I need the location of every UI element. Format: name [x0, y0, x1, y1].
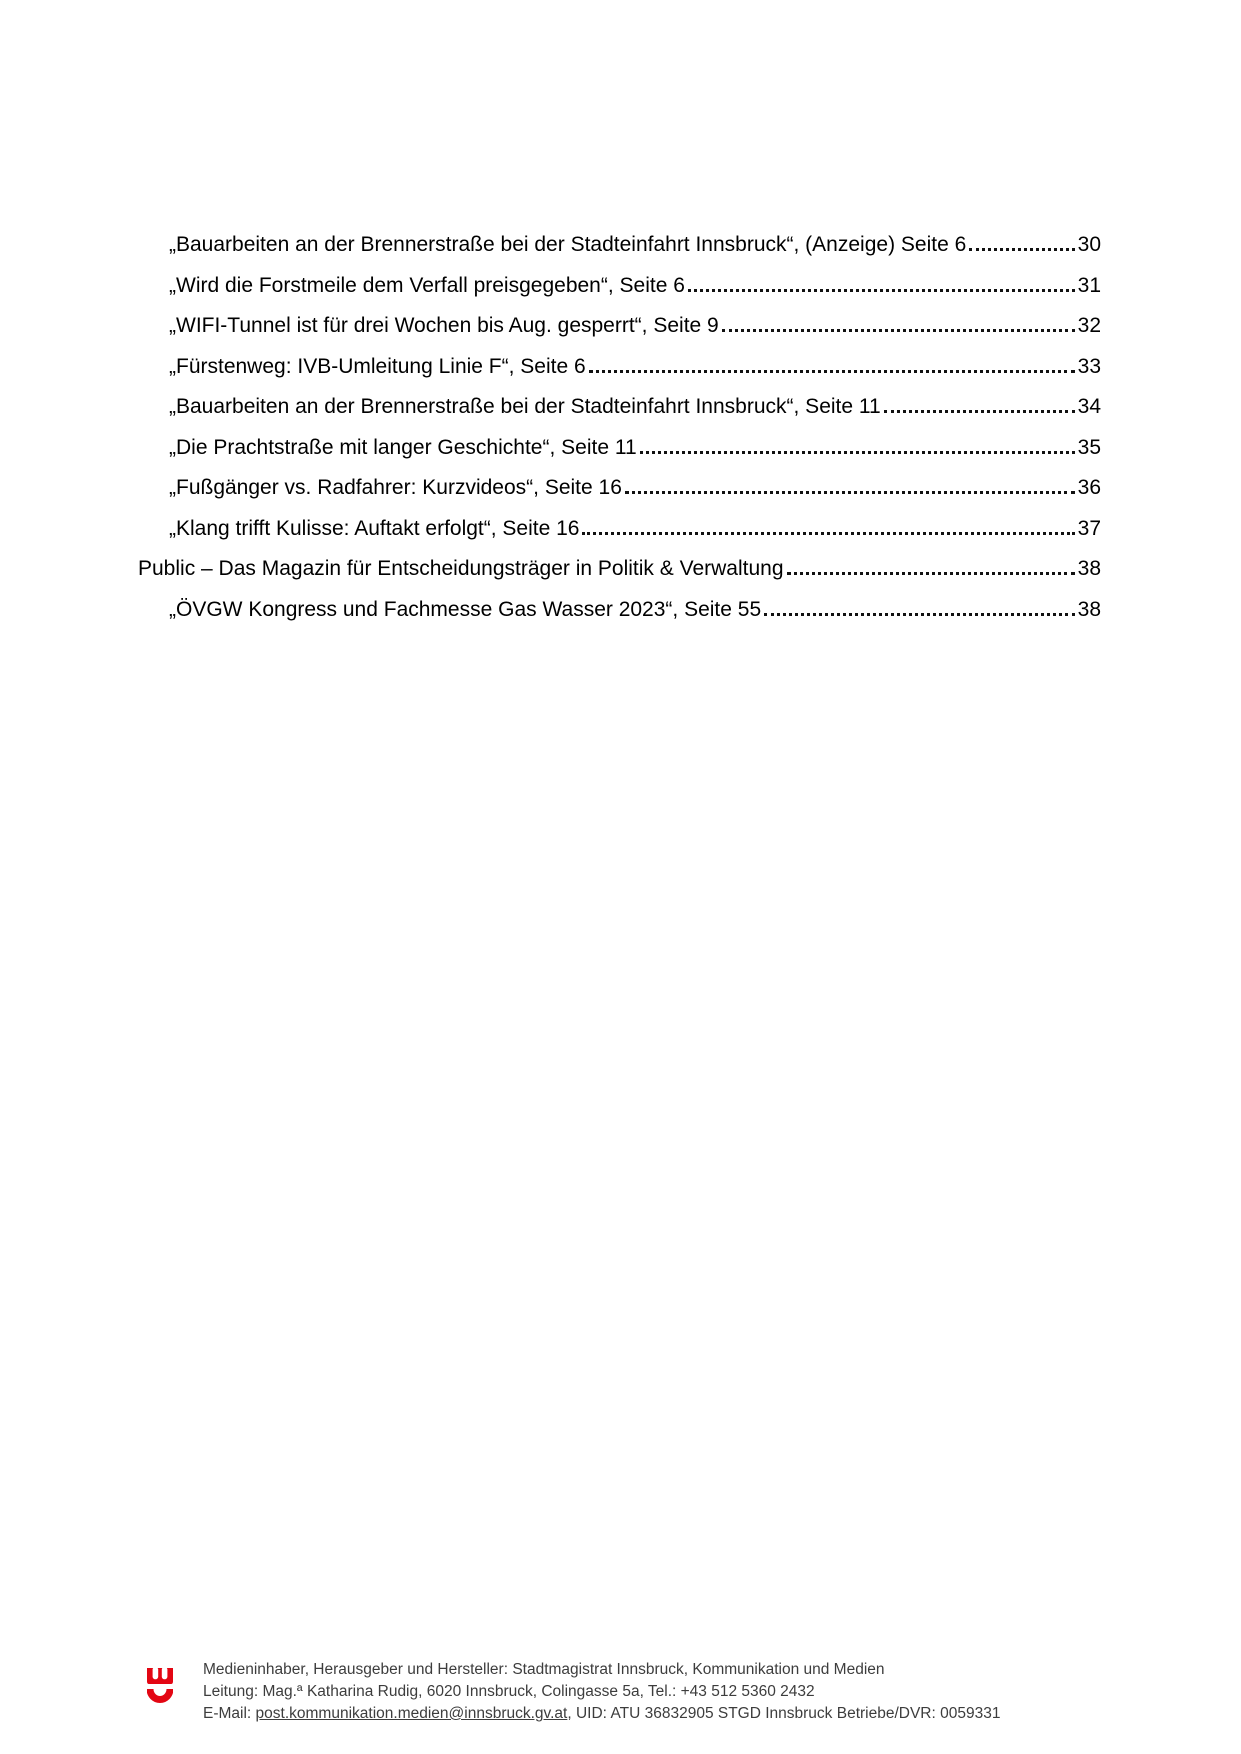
toc-page-number: 36: [1077, 476, 1101, 499]
toc-entry-label: Public – Das Magazin für Entscheidungsträger in Politik & Verwaltung: [138, 557, 784, 580]
toc-entry[interactable]: [138, 476, 1101, 500]
footer-line-publisher: Medieninhaber, Herausgeber und Hersteller: Stadtmagistrat Innsbruck, Kommunikation und Medien: [203, 1661, 885, 1678]
toc-entry[interactable]: [138, 395, 1101, 419]
toc-page-number: 32: [1077, 314, 1101, 337]
email-label: E-Mail:: [203, 1705, 256, 1722]
toc-leader-dots: [589, 367, 1075, 373]
toc-page-number: 37: [1077, 516, 1101, 540]
toc-page-number: 33: [1077, 354, 1101, 378]
footer-line-contact: Leitung: Mag.ª Katharina Rudig, 6020 Innsbruck, Colingasse 5a, Tel.: +43 512 5360 2432: [203, 1683, 815, 1700]
toc-leader-dots: [764, 610, 1075, 616]
toc-entry-label: „Bauarbeiten an der Brennerstraße bei der Stadteinfahrt Innsbruck“, (Anzeige) Seite 6: [169, 233, 967, 256]
footer-text-block: [203, 1659, 1000, 1725]
toc-page-number: 34: [1077, 395, 1101, 418]
toc-entry-label: „Klang trifft Kulisse: Auftakt erfolgt“, Seite 16: [169, 516, 580, 540]
toc-entry[interactable]: [138, 355, 1101, 379]
toc-page-number: 38: [1077, 557, 1101, 580]
page-footer: [147, 1659, 1000, 1725]
toc-entry-label: „Die Prachtstraße mit langer Geschichte“, Seite 11: [169, 435, 637, 459]
footer-uid-text: , UID: ATU 36832905 STGD Innsbruck Betriebe/DVR: 0059331: [567, 1705, 1001, 1722]
toc-entry-label: „Fußgänger vs. Radfahrer: Kurzvideos“, Seite 16: [169, 476, 622, 499]
toc-leader-dots: [884, 407, 1075, 413]
toc-entry-label: „ÖVGW Kongress und Fachmesse Gas Wasser 2023“, Seite 55: [169, 597, 762, 621]
toc-entry[interactable]: [138, 274, 1101, 298]
toc-page-number: 30: [1077, 233, 1101, 256]
toc-entry-label: „Bauarbeiten an der Brennerstraße bei der Stadteinfahrt Innsbruck“, Seite 11: [169, 395, 881, 418]
toc-page-number: 35: [1077, 435, 1101, 459]
toc-page-number: 38: [1077, 597, 1101, 621]
toc-leader-dots: [688, 286, 1075, 292]
toc-leader-dots: [787, 569, 1075, 575]
toc-leader-dots: [722, 326, 1075, 332]
stadt-innsbruck-logo-icon: [147, 1668, 173, 1706]
toc-entry[interactable]: [138, 557, 1101, 581]
toc-entry[interactable]: [138, 233, 1101, 257]
toc-page-number: 31: [1077, 273, 1101, 297]
toc-entry[interactable]: [138, 436, 1101, 460]
toc-entry[interactable]: [138, 598, 1101, 622]
table-of-contents: [138, 233, 1101, 638]
toc-leader-dots: [625, 488, 1075, 494]
toc-leader-dots: [582, 529, 1074, 535]
toc-entry[interactable]: [138, 314, 1101, 338]
email-link[interactable]: post.kommunikation.medien@innsbruck.gv.at: [255, 1705, 568, 1722]
toc-leader-dots: [640, 448, 1075, 454]
footer-line-email-uid: [203, 1703, 1000, 1725]
toc-entry-label: „Wird die Forstmeile dem Verfall preisgegeben“, Seite 6: [169, 273, 685, 297]
toc-entry-label: „WIFI-Tunnel ist für drei Wochen bis Aug. gesperrt“, Seite 9: [169, 314, 719, 337]
toc-entry[interactable]: [138, 517, 1101, 541]
toc-leader-dots: [969, 245, 1074, 251]
toc-entry-label: „Fürstenweg: IVB-Umleitung Linie F“, Seite 6: [169, 354, 586, 378]
